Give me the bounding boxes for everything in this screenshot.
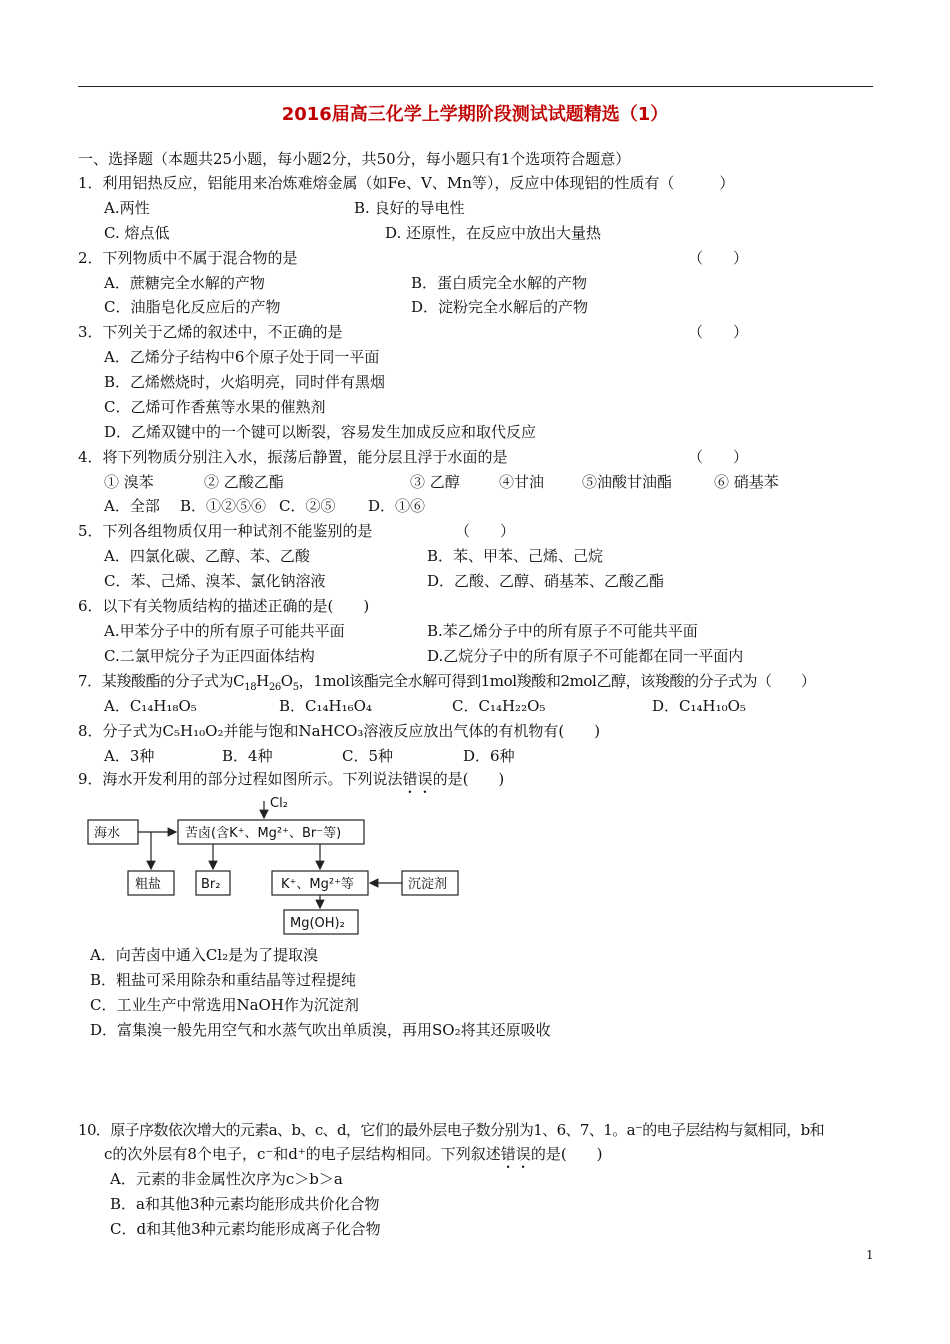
q2-option-b: B．蛋白质完全水解的产物: [411, 274, 588, 292]
q7-option-d: D．C₁₄H₁₀O₅: [652, 697, 746, 715]
q6-option-c: C.二氯甲烷分子为正四面体结构: [104, 647, 315, 665]
q6-option-b: B.苯乙烯分子中的所有原子不可能共平面: [427, 622, 698, 640]
q8-option-b: B．4种: [222, 747, 273, 765]
q4-item: ① 溴苯: [104, 473, 154, 491]
q6-option-a: A.甲苯分子中的所有原子可能共平面: [104, 622, 345, 640]
q5-option-d: D．乙酸、乙醇、硝基苯、乙酸乙酯: [427, 572, 665, 590]
section-heading: 一、选择题（本题共25小题，每小题2分，共50分，每小题只有1个选项符合题意）: [78, 150, 631, 168]
bromine-label: Br₂: [201, 877, 221, 892]
q3-option-c: C．乙烯可作香蕉等水果的催熟剂: [104, 398, 326, 416]
q10-stem-start: c的次外层有8个电子，c⁻和d⁺的电子层结构相同。下列叙述: [104, 1145, 501, 1163]
q10-stem-line2: [104, 1145, 603, 1172]
q9-stem-end: 的是( ): [432, 770, 505, 788]
q3-option-d: D．乙烯双键中的一个键可以断裂，容易发生加成反应和取代反应: [104, 423, 537, 441]
q10-stem-line1: 10．原子序数依次增大的元素a、b、c、d，它们的最外层电子数分别为1、6、7、1。a⁻的电子层结构与氦相同，b和: [78, 1121, 825, 1139]
q1-stem: 1．利用铝热反应，铝能用来冶炼难熔金属（如Fe、V、Mn等），反应中体现铝的性质有（ ）: [78, 174, 735, 192]
q4-option-d: D．①⑥: [368, 497, 426, 515]
q4-answer-paren: （ ）: [688, 448, 749, 466]
q7-option-b: B．C₁₄H₁₆O₄: [279, 697, 372, 715]
brine-label: 苦卤(含K⁺、Mg²⁺、Br⁻等): [185, 826, 342, 841]
q8-option-c: C．5种: [342, 747, 394, 765]
q5-stem: 5．下列各组物质仅用一种试剂不能鉴别的是: [78, 522, 373, 540]
q6-option-d: D.乙烷分子中的所有原子不可能都在同一平面内: [427, 647, 744, 665]
ions-label: K⁺、Mg²⁺等: [281, 877, 354, 892]
seawater-label: 海水: [94, 826, 121, 841]
q9-option-d: D．富集溴一般先用空气和水蒸气吹出单质溴，再用SO₂将其还原吸收: [90, 1021, 551, 1039]
q4-option-b: B．①②⑤⑥: [180, 497, 267, 515]
q2-option-d: D．淀粉完全水解后的产物: [411, 298, 589, 316]
q9-option-c: C．工业生产中常选用NaOH作为沉淀剂: [90, 996, 359, 1014]
q4-item: ② 乙酸乙酯: [204, 473, 284, 491]
q4-item: ⑥ 硝基苯: [714, 473, 779, 491]
q5-option-c: C．苯、己烯、溴苯、氯化钠溶液: [104, 572, 326, 590]
q2-option-a: A．蔗糖完全水解的产物: [104, 274, 265, 292]
q7-stem-end: ，1mol该酯完全水解可得到1mol羧酸和2mol乙醇，该羧酸的分子式为（ ）: [298, 672, 816, 690]
q9-emphasis: 错误: [402, 770, 433, 788]
q9-option-a: A．向苦卤中通入Cl₂是为了提取溴: [90, 946, 319, 964]
q3-option-a: A．乙烯分子结构中6个原子处于同一平面: [104, 348, 380, 366]
q4-stem: 4．将下列物质分别注入水，振荡后静置，能分层且浮于水面的是: [78, 448, 508, 466]
q2-option-c: C．油脂皂化反应后的产物: [104, 298, 281, 316]
q4-item: ③ 乙醇: [410, 473, 460, 491]
q10-emphasis: 错误: [500, 1145, 531, 1163]
q10-option-b: B．a和其他3种元素均能形成共价化合物: [110, 1195, 380, 1213]
q10-option-a: A．元素的非金属性次序为c＞b＞a: [110, 1170, 343, 1188]
page-number: 1: [866, 1248, 874, 1262]
q8-option-a: A．3种: [104, 747, 155, 765]
q9-stem-start: 9．海水开发利用的部分过程如图所示。下列说法: [78, 770, 403, 788]
cl2-label: Cl₂: [270, 796, 288, 811]
q1-option-a: A.两性: [104, 199, 150, 217]
q5-option-b: B．苯、甲苯、己烯、己烷: [427, 547, 604, 565]
page-title: 2016届高三化学上学期阶段测试试题精选（1）: [281, 104, 669, 125]
crude-salt-label: 粗盐: [135, 877, 162, 892]
q7-option-c: C．C₁₄H₂₂O₅: [452, 697, 546, 715]
q1-option-d: D. 还原性，在反应中放出大量热: [385, 224, 602, 242]
q9-option-b: B．粗盐可采用除杂和重结晶等过程提纯: [90, 971, 357, 989]
precipitant-label: 沉淀剂: [408, 877, 448, 892]
q8-stem: 8．分子式为C₅H₁₀O₂并能与饱和NaHCO₃溶液反应放出气体的有机物有( ): [78, 722, 601, 740]
q3-answer-paren: （ ）: [688, 323, 749, 341]
q2-answer-paren: （ ）: [688, 249, 749, 267]
q10-stem-end: 的是( ): [530, 1145, 603, 1163]
q1-option-b: B. 良好的导电性: [354, 199, 465, 217]
q8-option-d: D．6种: [463, 747, 515, 765]
q6-stem: 6．以下有关物质结构的描述正确的是( ): [78, 597, 370, 615]
q4-option-a: A．全部: [104, 497, 160, 515]
q3-stem: 3．下列关于乙烯的叙述中，不正确的是: [78, 323, 343, 341]
seawater-flow-diagram: [78, 795, 478, 940]
q4-item: ④甘油: [499, 473, 545, 491]
q2-stem: 2．下列物质中不属于混合物的是: [78, 249, 298, 267]
q5-answer-paren: （ ）: [455, 522, 516, 540]
q7-stem-start: 7．某羧酸酯的分子式为C: [78, 672, 245, 690]
q4-item: ⑤油酸甘油酯: [582, 473, 673, 491]
q3-option-b: B．乙烯燃烧时，火焰明亮，同时伴有黑烟: [104, 373, 386, 391]
q1-option-c: C. 熔点低: [104, 224, 170, 242]
q7-option-a: A．C₁₄H₁₈O₅: [104, 697, 197, 715]
header-rule: [78, 86, 873, 87]
mg-hydroxide-label: Mg(OH)₂: [290, 916, 345, 931]
q10-option-c: C．d和其他3种元素均能形成离子化合物: [110, 1220, 381, 1238]
q5-option-a: A．四氯化碳、乙醇、苯、乙酸: [104, 547, 310, 565]
q4-option-c: C．②⑤: [279, 497, 336, 515]
q7-stem: 7．某羧酸酯的分子式为$C_{18}H_{26}O_5$，1mol该酯完全水解可得到1mol羧酸和2mol乙醇，该羧酸的分子式为（ ）: [78, 672, 816, 693]
q9-stem: [78, 770, 504, 797]
